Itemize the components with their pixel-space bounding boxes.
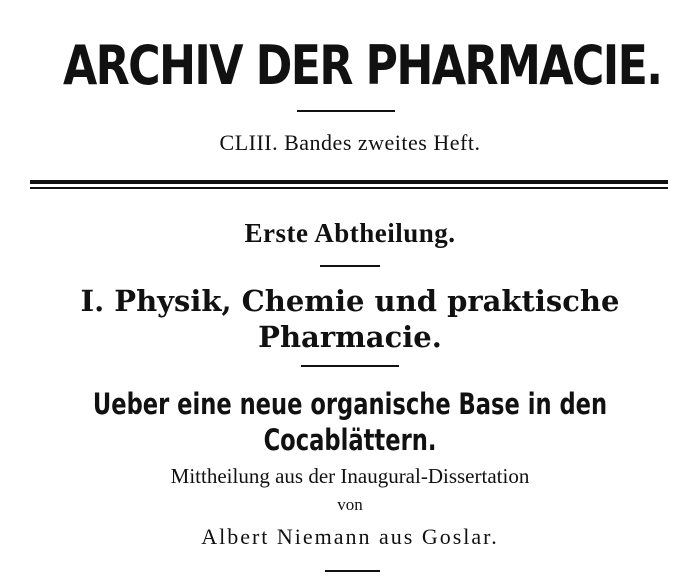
- division-heading-line-1: I. Physik, Chemie und praktische: [80, 284, 620, 318]
- article-title: [77, 386, 623, 458]
- article-title-line-2: Cocablättern.: [263, 423, 437, 457]
- article-subtitle: Mittheilung aus der Inaugural-Dissertation: [170, 464, 530, 488]
- section-heading: Erste Abtheilung.: [244, 218, 456, 248]
- double-rule-thin: [30, 187, 668, 189]
- article-author: Albert Niemann aus Goslar.: [201, 524, 499, 549]
- title-short-rule: [297, 110, 395, 112]
- article-von: von: [337, 495, 363, 514]
- division-short-rule: [301, 365, 399, 367]
- double-rule-thick: [30, 180, 668, 184]
- journal-title: ARCHIV DER PHARMACIE.: [63, 34, 662, 97]
- volume-line: CLIII. Bandes zweites Heft.: [219, 130, 481, 155]
- closing-short-rule: [325, 570, 380, 572]
- division-heading-line-2: Pharmacie.: [258, 320, 442, 354]
- section-short-rule: [320, 265, 380, 267]
- article-title-line-1: Ueber eine neue organische Base in den: [92, 387, 608, 421]
- division-heading: [0, 283, 700, 355]
